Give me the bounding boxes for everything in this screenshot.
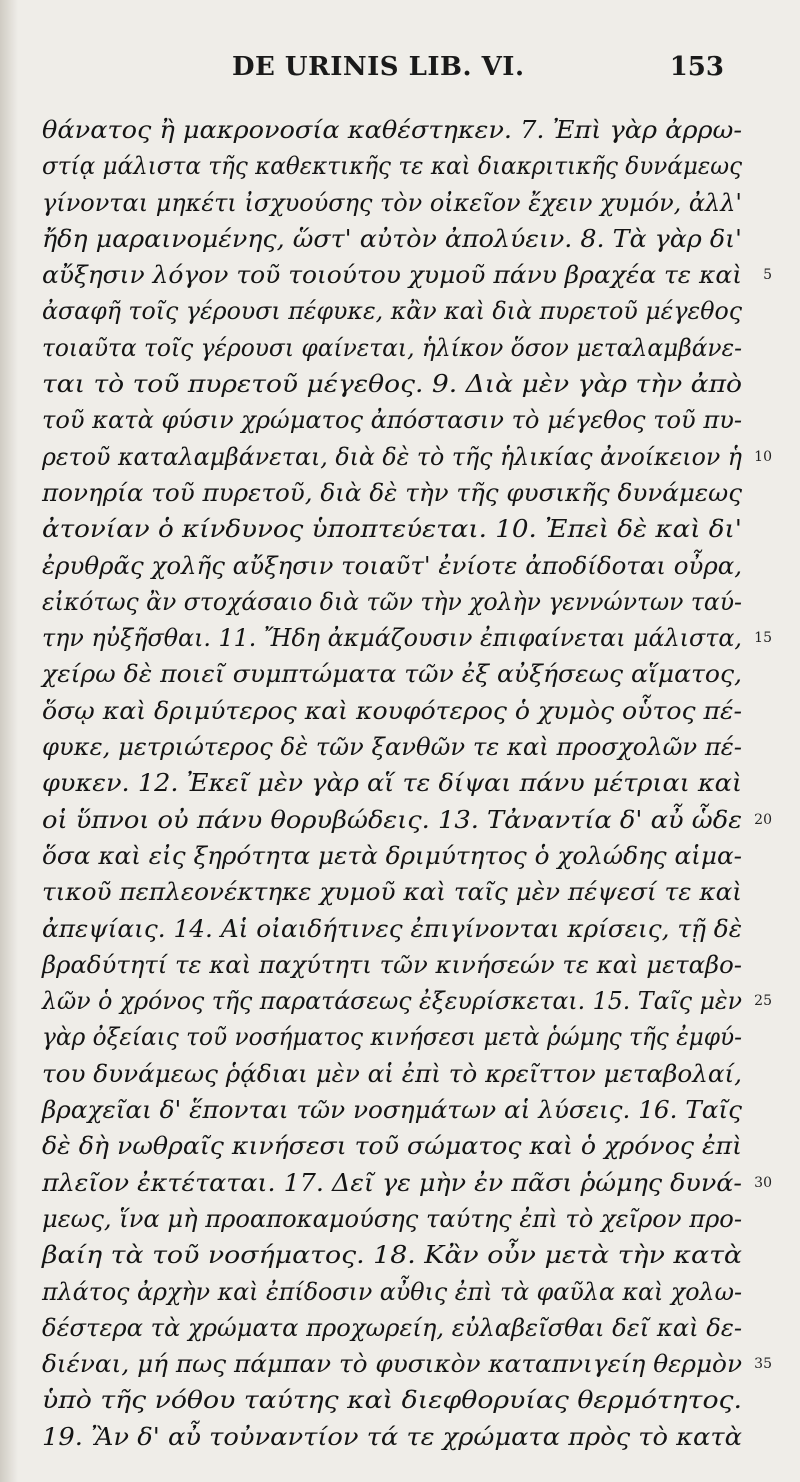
- line-text: γὰρ ὀξείαις τοῦ νοσήματος κινήσεσι μετὰ ῥώμης τῆς ἐμφύ-: [42, 1023, 742, 1052]
- text-line: [42, 983, 772, 1019]
- line-text: την ηὐξῆσθαι. 11. Ἤδη ἀκμάζουσιν ἐπιφαίνεται μάλιστα,: [42, 624, 742, 653]
- text-line: [42, 911, 742, 947]
- text-line: [42, 656, 742, 692]
- line-text: στίᾳ μάλιστα τῆς καθεκτικῆς τε καὶ διακριτικῆς δυνάμεως: [42, 152, 742, 181]
- line-text: τικοῦ πεπλεονέκτηκε χυμοῦ καὶ ταῖς μὲν πέψεσί τε καὶ: [42, 878, 742, 907]
- line-text: λῶν ὁ χρόνος τῆς παρατάσεως ἐξευρίσκεται. 15. Ταῖς μὲν: [42, 987, 742, 1016]
- text-line: [42, 765, 742, 801]
- text-line: [42, 1310, 742, 1346]
- line-text: βαίη τὰ τοῦ νοσήματος. 18. Κἂν οὖν μετὰ τὴν κατὰ: [42, 1241, 742, 1270]
- line-text: αὔξησιν λόγον τοῦ τοιούτου χυμοῦ πάνυ βραχέα τε καὶ: [42, 261, 742, 290]
- text-line: [42, 221, 742, 257]
- line-number: 25: [754, 993, 772, 1010]
- text-line: [42, 112, 742, 148]
- line-text: βραδύτητί τε καὶ παχύτητι τῶν κινήσεών τε καὶ μεταβο-: [42, 950, 743, 979]
- line-text: ἐρυθρᾶς χολῆς αὔξησιν τοιαῦτ' ἐνίοτε ἀποδίδοται οὖρα,: [42, 551, 742, 580]
- page-gutter-shadow: [0, 0, 18, 1482]
- line-text: τοιαῦτα τοῖς γέρουσι φαίνεται, ἡλίκον ὅσον μεταλαμβάνε-: [42, 333, 742, 362]
- text-line: [42, 1128, 742, 1164]
- line-text: ὅσα καὶ εἰς ξηρότητα μετὰ δριμύτητος ὁ χολώδης αἱμα-: [42, 841, 742, 870]
- text-line: [42, 1201, 742, 1237]
- line-number: 15: [754, 630, 772, 647]
- text-line: [42, 1165, 772, 1201]
- text-line: [42, 1382, 742, 1418]
- line-text: ὅσῳ καὶ δριμύτερος καὶ κουφότερος ὁ χυμὸς οὗτος πέ-: [42, 696, 742, 725]
- line-number: 10: [754, 448, 772, 465]
- line-text: γίνονται μηκέτι ἰσχυούσης τὸν οἰκεῖον ἔχειν χυμόν, ἀλλ': [42, 188, 742, 217]
- page-number: 153: [669, 52, 724, 82]
- line-number: 30: [754, 1174, 772, 1191]
- line-text: πονηρία τοῦ πυρετοῦ, διὰ δὲ τὴν τῆς φυσικῆς δυνάμεως: [42, 478, 743, 507]
- line-text: μεως, ἵνα μὴ προαποκαμούσης ταύτης ἐπὶ τὸ χεῖρον προ-: [42, 1204, 742, 1233]
- line-text: ἤδη μαραινομένης, ὥστ' αὐτὸν ἀπολύειν. 8. Τὰ γὰρ δι': [42, 224, 742, 253]
- text-line: [42, 257, 772, 293]
- text-line: [42, 1274, 742, 1310]
- line-text: δὲ δὴ νωθραῖς κινήσεσι τοῦ σώματος καὶ ὁ χρόνος ἐπὶ: [42, 1132, 742, 1161]
- text-line: [42, 1092, 742, 1128]
- text-line: [42, 584, 742, 620]
- text-line: [42, 439, 772, 475]
- line-text: ται τὸ τοῦ πυρετοῦ μέγεθος. 9. Διὰ μὲν γὰρ τὴν ἀπὸ: [42, 370, 742, 399]
- text-line: [42, 1419, 742, 1455]
- line-text: ἀτονίαν ὁ κίνδυνος ὑποπτεύεται. 10. Ἐπεὶ δὲ καὶ δι': [42, 515, 743, 544]
- line-text: ὑπὸ τῆς νόθου ταύτης καὶ διεφθορυίας θερμότητος.: [42, 1386, 742, 1415]
- line-number: 35: [754, 1356, 772, 1373]
- line-text: οἱ ὕπνοι οὐ πάνυ θορυβώδεις. 13. Τἀναντία δ' αὖ ὧδε: [42, 805, 742, 834]
- line-text: τοῦ κατὰ φύσιν χρώματος ἀπόστασιν τὸ μέγεθος τοῦ πυ-: [42, 406, 742, 435]
- line-text: 19. Ἂν δ' αὖ τοὐναντίον τά τε χρώματα πρὸς τὸ κατὰ: [42, 1422, 742, 1451]
- line-text: φυκεν. 12. Ἐκεῖ μὲν γὰρ αἵ τε δίψαι πάνυ μέτριαι καὶ: [42, 769, 743, 798]
- text-line: [42, 729, 742, 765]
- text-line: [42, 693, 742, 729]
- text-line: [42, 548, 742, 584]
- text-line: [42, 620, 772, 656]
- text-line: [42, 148, 742, 184]
- line-text: του δυνάμεως ῥᾴδιαι μὲν αἱ ἐπὶ τὸ κρεῖττον μεταβολαί,: [42, 1059, 742, 1088]
- greek-text-body: [42, 112, 772, 1455]
- line-text: πλεῖον ἐκτέταται. 17. Δεῖ γε μὴν ἐν πᾶσι ῥώμης δυνά-: [42, 1168, 742, 1197]
- line-number: 20: [754, 811, 772, 828]
- text-line: [42, 511, 742, 547]
- text-line: [42, 947, 742, 983]
- text-line: [42, 366, 742, 402]
- text-line: [42, 475, 742, 511]
- text-line: [42, 874, 742, 910]
- line-text: βραχεῖαι δ' ἕπονται τῶν νοσημάτων αἱ λύσεις. 16. Ταῖς: [42, 1096, 742, 1125]
- text-line: [42, 293, 742, 329]
- text-line: [42, 402, 742, 438]
- line-text: ἀπεψίαις. 14. Αἱ οἰαιδήτινες ἐπιγίνονται κρίσεις, τῇ δὲ: [42, 914, 742, 943]
- text-line: [42, 1346, 772, 1382]
- line-text: ρετοῦ καταλαμβάνεται, διὰ δὲ τὸ τῆς ἡλικίας ἀνοίκειον ἡ: [42, 442, 742, 471]
- text-line: [42, 1019, 742, 1055]
- line-text: δέστερα τὰ χρώματα προχωρείη, εὐλαβεῖσθαι δεῖ καὶ δε-: [42, 1313, 742, 1342]
- line-text: πλάτος ἀρχὴν καὶ ἐπίδοσιν αὖθις ἐπὶ τὰ φαῦλα καὶ χολω-: [42, 1277, 742, 1306]
- text-line: [42, 802, 772, 838]
- line-number: 5: [763, 267, 772, 284]
- line-text: χείρω δὲ ποιεῖ συμπτώματα τῶν ἐξ αὐξήσεως αἵματος,: [42, 660, 742, 689]
- line-text: εἰκότως ἂν στοχάσαιο διὰ τῶν τὴν χολὴν γεννώντων ταύ-: [42, 587, 742, 616]
- running-title: DE URINIS LIB. VI.: [232, 52, 525, 82]
- line-text: θάνατος ἢ μακρονοσία καθέστηκεν. 7. Ἐπὶ γὰρ ἀρρω-: [42, 116, 743, 144]
- text-line: [42, 1056, 742, 1092]
- line-text: ἀσαφῆ τοῖς γέρουσι πέφυκε, κἂν καὶ διὰ πυρετοῦ μέγεθος: [42, 297, 742, 326]
- text-line: [42, 185, 742, 221]
- line-text: διέναι, μή πως πάμπαν τὸ φυσικὸν καταπνιγείη θερμὸν: [42, 1350, 742, 1379]
- text-line: [42, 330, 742, 366]
- text-line: [42, 838, 742, 874]
- running-header: [0, 52, 800, 92]
- text-line: [42, 1237, 742, 1273]
- line-text: φυκε, μετριώτερος δὲ τῶν ξανθῶν τε καὶ προσχολῶν πέ-: [42, 733, 742, 762]
